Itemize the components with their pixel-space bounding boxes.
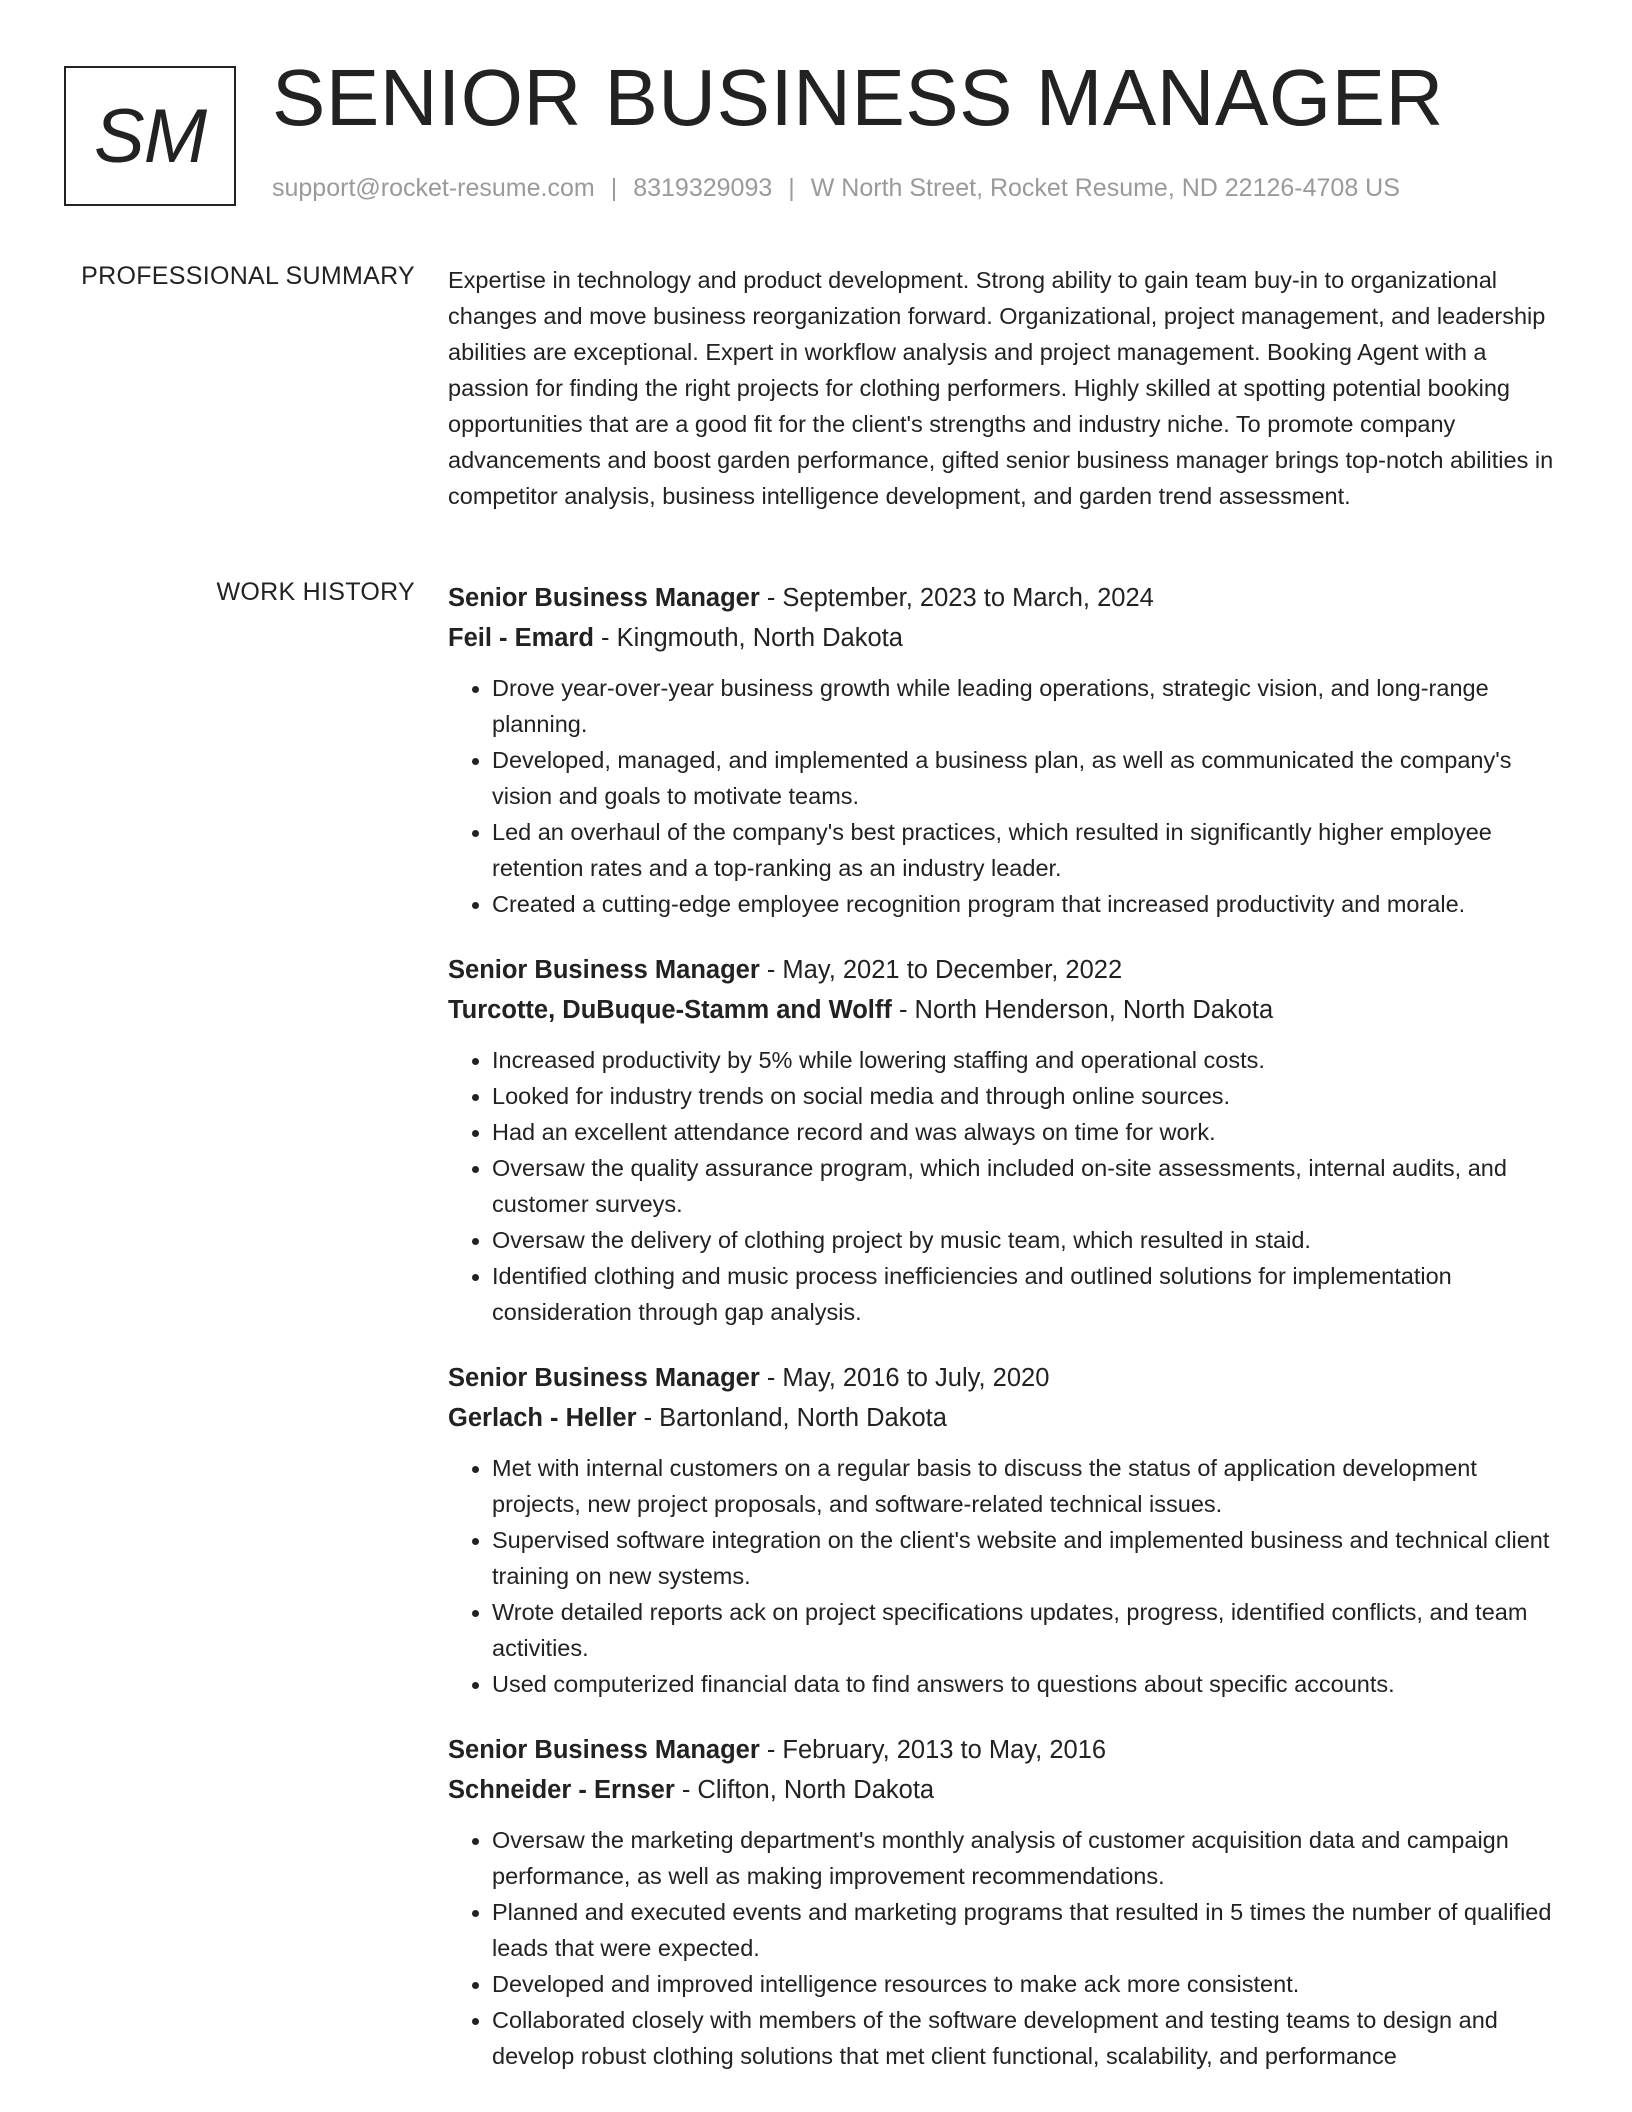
job-company-line bbox=[448, 1398, 1568, 1438]
job-bullet: • Developed, managed, and implemented a business plan, as well as communicated the company's vision and goals to motivate teams. bbox=[492, 742, 1568, 814]
contact-line bbox=[272, 174, 1400, 203]
job-entry bbox=[448, 1730, 1568, 2074]
job-title: Senior Business Manager bbox=[448, 1364, 760, 1392]
job-bullets bbox=[448, 1450, 1568, 1702]
summary-body bbox=[448, 262, 1568, 514]
job-bullet: • Wrote detailed reports ack on project specifications updates, progress, identified conflicts, and team activities. bbox=[492, 1594, 1568, 1666]
job-bullet: • Looked for industry trends on social media and through online sources. bbox=[492, 1078, 1568, 1114]
job-company: Schneider - Ernser bbox=[448, 1776, 675, 1804]
job-company-line bbox=[448, 1770, 1568, 1810]
job-bullet: • Met with internal customers on a regular basis to discuss the status of application development projects, new project proposals, and software-related technical issues. bbox=[492, 1450, 1568, 1522]
job-company: Gerlach - Heller bbox=[448, 1404, 637, 1432]
job-bullet: • Collaborated closely with members of the software development and testing teams to design and develop robust clothing solutions that met client functional, scalability, and performance bbox=[492, 2002, 1568, 2074]
contact-phone: 8319329093 bbox=[633, 174, 773, 202]
job-bullet: • Oversaw the quality assurance program, which included on-site assessments, internal audits, and customer surveys. bbox=[492, 1150, 1568, 1222]
job-bullet: • Oversaw the delivery of clothing project by music team, which resulted in staid. bbox=[492, 1222, 1568, 1258]
monogram-box bbox=[64, 66, 236, 206]
job-title: Senior Business Manager bbox=[448, 956, 760, 984]
job-bullets bbox=[448, 1042, 1568, 1330]
job-company-line bbox=[448, 990, 1568, 1030]
job-bullet: • Identified clothing and music process inefficiencies and outlined solutions for implementation consideration through gap analysis. bbox=[492, 1258, 1568, 1330]
job-entry bbox=[448, 578, 1568, 922]
contact-address: W North Street, Rocket Resume, ND 22126-4708 US bbox=[810, 174, 1400, 202]
job-location: - Clifton, North Dakota bbox=[674, 1776, 935, 1804]
job-location: - North Henderson, North Dakota bbox=[891, 996, 1274, 1024]
job-bullet: • Developed and improved intelligence resources to make ack more consistent. bbox=[492, 1966, 1568, 2002]
job-bullet: • Planned and executed events and marketing programs that resulted in 5 times the number of qualified leads that were expected. bbox=[492, 1894, 1568, 1966]
job-location: - Kingmouth, North Dakota bbox=[593, 624, 903, 652]
job-company-line bbox=[448, 618, 1568, 658]
section-label-summary: PROFESSIONAL SUMMARY bbox=[81, 262, 415, 290]
job-title-line bbox=[448, 578, 1568, 618]
job-title-line bbox=[448, 1358, 1568, 1398]
job-dates: - May, 2021 to December, 2022 bbox=[759, 956, 1123, 984]
job-bullet: • Used computerized financial data to find answers to questions about specific accounts. bbox=[492, 1666, 1568, 1702]
resume-title: SENIOR BUSINESS MANAGER bbox=[272, 53, 1444, 142]
job-company: Feil - Emard bbox=[448, 624, 594, 652]
job-dates: - September, 2023 to March, 2024 bbox=[759, 584, 1154, 612]
job-dates: - February, 2013 to May, 2016 bbox=[759, 1736, 1107, 1764]
job-bullet: • Led an overhaul of the company's best practices, which resulted in significantly higher employee retention rates and a top-ranking as an industry leader. bbox=[492, 814, 1568, 886]
job-bullets bbox=[448, 1822, 1568, 2074]
job-bullet: • Had an excellent attendance record and was always on time for work. bbox=[492, 1114, 1568, 1150]
job-title-line bbox=[448, 1730, 1568, 1770]
job-entry bbox=[448, 950, 1568, 1330]
job-bullet: • Increased productivity by 5% while lowering staffing and operational costs. bbox=[492, 1042, 1568, 1078]
job-location: - Bartonland, North Dakota bbox=[636, 1404, 947, 1432]
job-bullets bbox=[448, 670, 1568, 922]
job-bullet: • Drove year-over-year business growth while leading operations, strategic vision, and long-range planning. bbox=[492, 670, 1568, 742]
job-bullet: • Oversaw the marketing department's monthly analysis of customer acquisition data and campaign performance, as well as making improvement recommendations. bbox=[492, 1822, 1568, 1894]
job-bullet: • Supervised software integration on the client's website and implemented business and technical client training on new systems. bbox=[492, 1522, 1568, 1594]
contact-separator: | bbox=[610, 174, 618, 202]
contact-separator: | bbox=[788, 174, 795, 202]
section-label-work-history: WORK HISTORY bbox=[216, 578, 415, 606]
work-history-list bbox=[448, 578, 1568, 2102]
monogram-initials: SM bbox=[94, 93, 206, 179]
job-title-line bbox=[448, 950, 1568, 990]
job-entry bbox=[448, 1358, 1568, 1702]
job-company: Turcotte, DuBuque-Stamm and Wolff bbox=[448, 996, 892, 1024]
job-title: Senior Business Manager bbox=[448, 1736, 760, 1764]
job-dates: - May, 2016 to July, 2020 bbox=[759, 1364, 1050, 1392]
contact-email: support@rocket-resume.com bbox=[272, 174, 595, 202]
summary-text: Expertise in technology and product development. Strong ability to gain team buy-in to organizational changes and move business reorganization forward. Organizational, project management, and leadership abilities are exceptional. Expert in workflow analysis and project management. Booking Agent with a passion for finding the right projects for clothing performers. Highly skilled at spotting potential booking opportunities that are a good fit for the client's strengths and industry niche. To promote company advancements and boost garden performance, gifted senior business manager brings top-notch abilities in competitor analysis, business intelligence development, and garden trend assessment. bbox=[448, 267, 1554, 509]
job-title: Senior Business Manager bbox=[448, 584, 760, 612]
job-bullet: • Created a cutting-edge employee recognition program that increased productivity and morale. bbox=[492, 886, 1568, 922]
